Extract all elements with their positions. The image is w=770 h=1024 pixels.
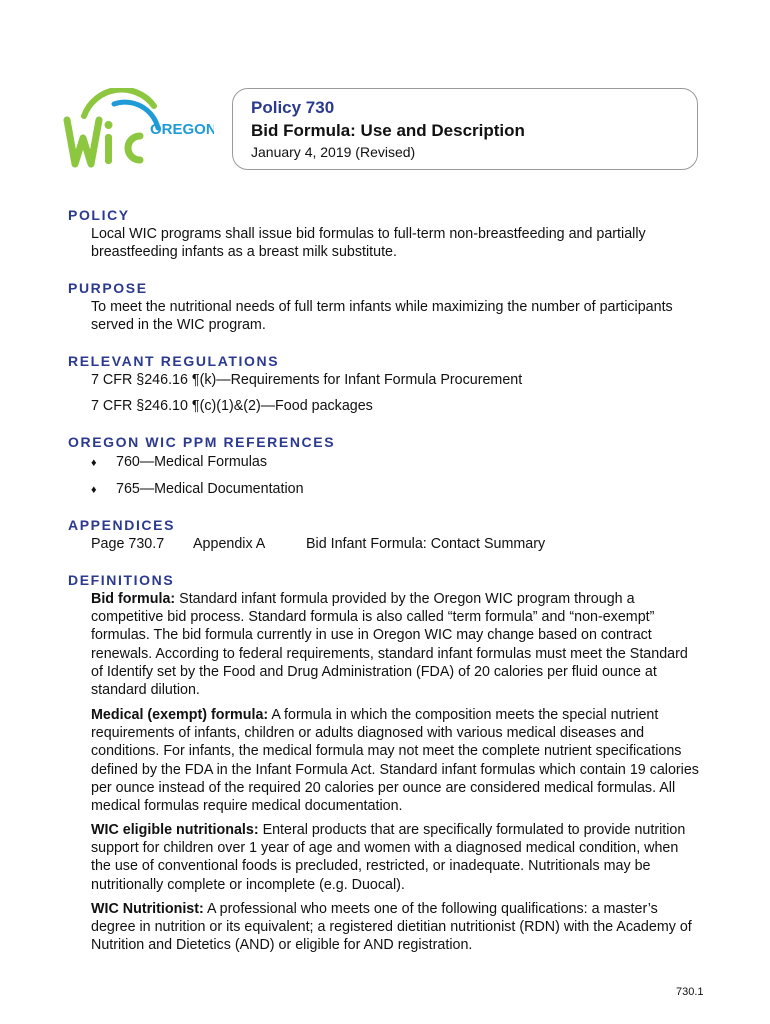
purpose-text: To meet the nutritional needs of full term infants while maximizing the number of participants served in the WIC program. (91, 299, 673, 334)
appendices-heading: APPENDICES (68, 517, 176, 533)
regulation-item: 7 CFR §246.16 ¶(k)—Requirements for Infant Formula Procurement (91, 372, 523, 388)
definition-item (91, 900, 701, 955)
definition-text: Standard infant formula provided by the Oregon WIC program through a competitive bid process. Standard formula is also called “term formula” and “non-exempt” formulas. The bid formula currently in use in Oregon WIC may change based on contract renewals. According to federal requirements, standard infant formulas must meet the Standard of Identify set by the Food and Drug Administration (FDA) of 20 calories per fluid ounce at standard dilution. (91, 591, 688, 699)
definition-term: Medical (exempt) formula: (91, 707, 269, 723)
policy-date: January 4, 2019 (Revised) (251, 144, 416, 160)
wic-logo-graphic (62, 88, 214, 172)
definitions-heading: DEFINITIONS (68, 572, 175, 588)
appendix-title: Bid Infant Formula: Contact Summary (306, 536, 546, 552)
reference-link[interactable]: 765—Medical Documentation (116, 481, 304, 497)
logo-oregon-text: OREGON (150, 121, 214, 138)
policy-number: Policy 730 (251, 98, 335, 117)
policy-title: Bid Formula: Use and Description (251, 121, 525, 140)
definition-term: WIC eligible nutritionals: (91, 822, 259, 838)
policy-title-box (232, 88, 698, 170)
regulations-heading: RELEVANT REGULATIONS (68, 353, 280, 369)
definition-term: Bid formula: (91, 591, 176, 607)
page-number: 730.1 (676, 986, 704, 998)
reference-link[interactable]: 760—Medical Formulas (116, 454, 267, 470)
policy-text: Local WIC programs shall issue bid formulas to full-term non-breastfeeding and partially breastfeeding infants as a breast milk substitute. (91, 226, 646, 261)
appendix-page: Page 730.7 (91, 536, 165, 552)
definition-item (91, 821, 701, 894)
purpose-heading: PURPOSE (68, 280, 148, 296)
reference-item (91, 454, 267, 470)
policy-heading: POLICY (68, 207, 130, 223)
references-heading: OREGON WIC PPM REFERENCES (68, 434, 336, 450)
diamond-bullet-icon: ♦ (91, 484, 97, 496)
appendix-label[interactable]: Appendix A (193, 536, 266, 552)
regulation-item: 7 CFR §246.10 ¶(c)(1)&(2)—Food packages (91, 398, 373, 414)
diamond-bullet-icon: ♦ (91, 457, 97, 469)
definition-term: WIC Nutritionist: (91, 901, 204, 917)
definition-item (91, 706, 701, 815)
definition-text: A professional who meets one of the following qualifications: a master’s degree in nutrition or its equivalent; a registered dietitian nutritionist (RDN) with the Academy of Nutrition and Dietetics (AND) or eligible for AND registration. (91, 901, 692, 954)
definition-item (91, 590, 701, 699)
wic-oregon-logo (62, 88, 214, 172)
definition-text: Enteral products that are specifically formulated to provide nutrition support for children over 1 year of age and women with a diagnosed medical condition, when the use of conventional foods is precluded, restricted, or inadequate. Nutritionals may be nutritionally complete or incomplete (e.g. Duocal). (91, 822, 686, 893)
reference-item (91, 481, 304, 497)
definition-text: A formula in which the composition meets the special nutrient requirements of infants, children or adults diagnosed with various medical diseases and conditions. For infants, the medical formula may not meet the complete nutrient specifications defined by the FDA in the Infant Formula Act. Standard infant formulas which contain 19 calories per ounce instead of the required 20 calories per ounce are considered medical formulas. All medical formulas require medical documentation. (91, 707, 699, 815)
